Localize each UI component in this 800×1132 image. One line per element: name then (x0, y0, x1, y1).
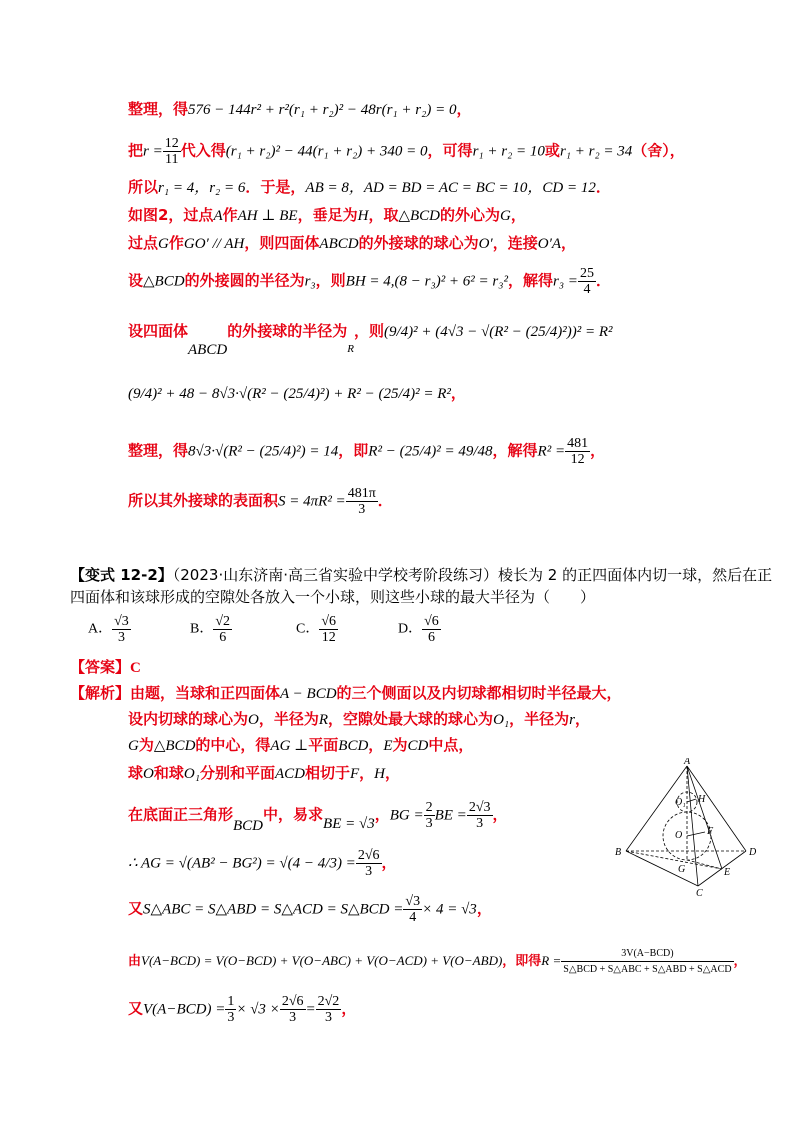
edge-ad (687, 766, 746, 851)
label-o: O (675, 830, 683, 841)
text: ，则 (315, 271, 346, 290)
text: 相切于 (304, 764, 350, 782)
tetrahedron-figure (612, 758, 762, 898)
analysis-line-4 (128, 762, 400, 785)
text: ． (595, 178, 611, 196)
equation: R² − (25/4)² = 49/48 (368, 443, 493, 460)
option-label: D． (398, 621, 423, 637)
fraction (467, 800, 493, 831)
equation: (9/4)² + 48 − 8√3·√(R² − (25/4)²) + R² − (25/4)² = R² (128, 386, 451, 402)
text: ，解得 (507, 271, 553, 290)
text: 整理，得 (128, 100, 189, 118)
point-label: G (128, 738, 139, 754)
equation: × 4 = √3 (422, 901, 477, 918)
analysis-line-3 (128, 734, 473, 757)
solution-line-7 (128, 320, 613, 358)
text: 的三个侧面以及内切球都相切时半径最大， (336, 684, 622, 702)
option-a[interactable] (88, 614, 131, 645)
equation: BE = √3 (323, 815, 375, 832)
numerator: 481π (347, 486, 376, 501)
equation: r₁ + r₂ = 10 (472, 143, 545, 160)
question-text: 四面体和该球形成的空隙处各放入一个小球，则这些小球的最大半径为（ ） (70, 588, 596, 606)
fraction (565, 436, 590, 467)
text: 又 (128, 999, 144, 1018)
text: 在底面正三角形 (128, 805, 234, 824)
denominator: 3 (117, 630, 125, 645)
equation: S△ABC = S△ABD = S△ACD = S△BCD = (143, 901, 404, 918)
numerator: √3 (405, 894, 421, 909)
text: ，半径为 (509, 710, 570, 728)
text: ，垂足为 (297, 206, 358, 224)
solution-line-6 (128, 266, 611, 297)
equation: = (305, 1001, 316, 1018)
equation: r (569, 712, 575, 728)
text: ， (341, 999, 357, 1018)
option-b[interactable] (190, 614, 232, 645)
text: 作 (168, 234, 184, 252)
equation: r₃ (304, 273, 316, 290)
label-c: C (696, 888, 703, 898)
fraction (403, 894, 422, 925)
denominator: S△BCD + S△ABC + S△ABD + S△ACD (563, 964, 732, 975)
text: ， (574, 710, 590, 728)
text: ，则四面体 (244, 234, 320, 252)
text: ． (595, 271, 611, 290)
answer-tag: 【答案】 (70, 658, 131, 676)
equation: ∴ AG = √(AB² − BG²) = √(4 − 4/3) = (128, 855, 356, 872)
equation: △BCD (398, 208, 440, 224)
equation: BCD (233, 817, 264, 834)
text: 为 (392, 736, 408, 754)
fraction (424, 800, 435, 831)
segment-o1h (687, 799, 696, 802)
point-label: O′ (478, 236, 493, 252)
label-e: E (724, 867, 731, 878)
solution-line-10 (128, 486, 393, 517)
option-c[interactable] (296, 614, 338, 645)
equation: r = (143, 143, 163, 160)
denominator: 4 (409, 910, 417, 925)
numerator: 3V(A−BCD) (561, 946, 733, 962)
text: ， (476, 899, 492, 918)
equation: 8√3·√(R² − (25/4)²) = 14 (188, 443, 339, 460)
analysis-line-5 (128, 800, 508, 834)
option-label: B． (190, 621, 214, 637)
segment-ge (687, 860, 722, 869)
text: 分别和平面 (199, 764, 275, 782)
numerator: √6 (321, 614, 337, 629)
text: （舍）， (632, 141, 685, 160)
equation: R² = (537, 443, 566, 460)
point-label: E (383, 738, 393, 754)
text: 设四面体 (128, 322, 189, 340)
equation: CD (407, 738, 429, 754)
solution-line-3 (128, 176, 611, 199)
solution-line-2 (128, 136, 685, 167)
equation: R (318, 712, 329, 728)
fraction (319, 614, 338, 645)
equation: GO′ // AH (183, 236, 245, 252)
numerator: 2√6 (281, 994, 304, 1009)
point-label: A (213, 208, 223, 224)
equation: A − BCD (280, 686, 337, 702)
text: ，半径为 (258, 710, 319, 728)
label-g: G (678, 864, 686, 875)
numerator: 2√3 (468, 800, 491, 815)
equation: BH = 4,(8 − r₃)² + 6² = r₃² (345, 273, 508, 290)
text: 由 (128, 954, 142, 969)
text: 所以其外接球的表面积 (128, 491, 279, 510)
text: 中点， (428, 736, 474, 754)
text: 的外接球的半径为 (227, 322, 348, 340)
equation: AB = 8 (305, 180, 349, 196)
equation: ，CD = 12 (527, 180, 596, 196)
text: 平面 (308, 736, 339, 754)
option-d[interactable] (398, 614, 441, 645)
equation: R (347, 343, 354, 355)
text: 的外接球的球心为 (358, 234, 479, 252)
analysis-line-1 (70, 682, 622, 705)
denominator: 3 (324, 1010, 332, 1025)
numerator: 25 (579, 266, 594, 281)
text: ， (733, 954, 747, 969)
solution-line-4 (128, 204, 526, 227)
numerator: 481 (567, 436, 589, 451)
denominator: 3 (358, 502, 366, 517)
segment-ae (687, 766, 722, 869)
text: 又 (128, 899, 144, 918)
analysis-line-6 (128, 848, 397, 879)
equation: ，r₂ = 6 (194, 180, 246, 196)
label-d: D (749, 847, 757, 858)
equation: △BCD (143, 273, 185, 290)
solution-line-8 (128, 382, 466, 405)
fraction (163, 136, 181, 167)
denominator: 3 (227, 1010, 235, 1025)
text: ， (561, 234, 577, 252)
text: ，解得 (492, 441, 538, 460)
text: ， (492, 805, 508, 824)
fraction (422, 614, 441, 645)
equation: r₁ + r₂ = 34 (559, 143, 633, 160)
numerator: 2√2 (317, 994, 340, 1009)
text: ， (381, 853, 397, 872)
numerator: √2 (215, 614, 231, 629)
point-label: G (500, 208, 511, 224)
denominator: 3 (289, 1010, 297, 1025)
numerator: √6 (424, 614, 439, 629)
equation: ACD (274, 766, 305, 782)
denominator: 3 (425, 816, 433, 831)
denominator: 12 (321, 630, 336, 645)
fraction (213, 614, 232, 645)
text: 如图2，过点 (128, 206, 214, 224)
question-text: 棱长为 2 的正四面体内切一球，然后在正 (497, 566, 773, 584)
text: ，则 (353, 322, 384, 340)
text: ， (374, 805, 390, 824)
text: 的外接圆的半径为 (184, 271, 305, 290)
equation: (9/4)² + (4√3 − √(R² − (25/4)²))² = R² (383, 324, 613, 340)
solution-line-5 (128, 232, 576, 255)
equation: S = 4πR² = (278, 493, 346, 510)
analysis-line-2 (128, 708, 590, 731)
equation: BG = (389, 807, 424, 824)
equation: ，AD = BD = AC = BC = 10 (348, 180, 528, 196)
equation: × √3 × (236, 1001, 280, 1018)
text: ，可得 (427, 141, 473, 160)
fraction (280, 994, 306, 1025)
equation: BCD (338, 738, 369, 754)
denominator: 3 (365, 864, 373, 879)
answer-line (70, 656, 141, 679)
denominator: 11 (164, 152, 179, 167)
point-label: O (143, 766, 154, 782)
equation: 576 − 144r² + r²(r₁ + r₂)² − 48r(r₁ + r₂) = 0 (188, 102, 457, 118)
numerator: 2 (425, 800, 433, 815)
text: 把 (128, 141, 144, 160)
text: 所以 (128, 178, 159, 196)
label-o1: O₁ (675, 797, 686, 808)
text: ， (450, 384, 466, 402)
text: ， (590, 441, 606, 460)
equation: (r₁ + r₂)² − 44(r₁ + r₂) + 340 = 0 (225, 143, 428, 160)
text: 设 (128, 271, 144, 290)
numerator: 1 (227, 994, 235, 1009)
numerator: √3 (114, 614, 129, 629)
text: ， (510, 206, 526, 224)
analysis-line-7 (128, 894, 492, 925)
equation: r₃ = (553, 273, 578, 290)
text: ，即 (338, 441, 369, 460)
point-label: H (374, 766, 385, 782)
text: 的外心为 (440, 206, 501, 224)
text: ， (456, 100, 472, 118)
text: 由题，当球和正四面体 (130, 684, 281, 702)
segment-be (626, 851, 722, 869)
point-label: O (248, 712, 259, 728)
solution-line-9 (128, 436, 605, 467)
equation: BE = (434, 807, 467, 824)
text: ，取 (368, 206, 399, 224)
text: 整理，得 (128, 441, 189, 460)
text: ． (377, 491, 393, 510)
text: ，连接 (492, 234, 538, 252)
text: 球 (128, 764, 144, 782)
numerator: 12 (164, 136, 179, 151)
text: ，即得 (502, 954, 542, 969)
label-b: B (615, 847, 622, 858)
point-label: O₁ (493, 712, 510, 728)
question-tag: 【变式 12-2】 (70, 566, 173, 584)
denominator: 3 (476, 816, 484, 831)
text: 或 (544, 141, 560, 160)
fraction (112, 614, 131, 645)
point-label: O₁ (183, 766, 200, 782)
fraction (561, 946, 733, 977)
text: ， (385, 764, 401, 782)
text: 设内切球的球心为 (128, 710, 249, 728)
option-label: A． (88, 621, 113, 637)
equation: V(A−BCD) = V(O−BCD) + V(O−ABC) + V(O−ACD) + V(O−ABD) (141, 953, 503, 968)
text: 的中心，得 (195, 736, 271, 754)
equation: AH ⊥ BE (237, 208, 298, 224)
fraction (225, 994, 236, 1025)
question-line-1 (70, 564, 772, 586)
solution-line-1 (128, 98, 471, 121)
text: 为 (138, 736, 154, 754)
numerator: 2√6 (357, 848, 380, 863)
fraction (346, 486, 378, 517)
denominator: 6 (219, 630, 227, 645)
equation: r₁ = 4 (158, 180, 195, 196)
point-label: H (357, 208, 369, 224)
analysis-tag: 【解析】 (70, 684, 131, 702)
text: 和球 (153, 764, 184, 782)
equation: ABCD (319, 236, 359, 252)
fraction (356, 848, 382, 879)
question-source: （2023·山东济南·高三省实验中学校考阶段练习） (172, 566, 498, 584)
label-a: A (684, 758, 691, 767)
option-label: C． (296, 621, 320, 637)
label-f: F (707, 826, 714, 837)
denominator: 4 (583, 282, 591, 297)
edge-ac (687, 766, 698, 886)
text: ， (359, 764, 375, 782)
equation: O′A (537, 236, 562, 252)
text: ．于是， (245, 178, 306, 196)
analysis-line-9 (128, 994, 356, 1025)
denominator: 12 (570, 452, 585, 467)
point-label: G (158, 236, 169, 252)
equation: ABCD (188, 342, 228, 358)
equation: V(A−BCD) = (143, 1001, 226, 1018)
equation: AG ⊥ (270, 738, 309, 754)
text: ，空隙处最大球的球心为 (328, 710, 494, 728)
fraction (578, 266, 596, 297)
text: ， (368, 736, 384, 754)
text: 作 (222, 206, 238, 224)
denominator: 6 (427, 630, 435, 645)
fraction (316, 994, 342, 1025)
text: 过点 (128, 234, 159, 252)
analysis-line-8 (128, 946, 747, 977)
segment-of (687, 832, 705, 836)
text: 中，易求 (263, 805, 324, 824)
equation: △BCD (153, 738, 196, 754)
text: 代入得 (180, 141, 226, 160)
answer-value: C (130, 660, 141, 676)
equation: R = (541, 953, 562, 968)
point-label: F (349, 766, 360, 782)
label-h: H (698, 794, 706, 805)
question-line-2 (70, 586, 595, 608)
